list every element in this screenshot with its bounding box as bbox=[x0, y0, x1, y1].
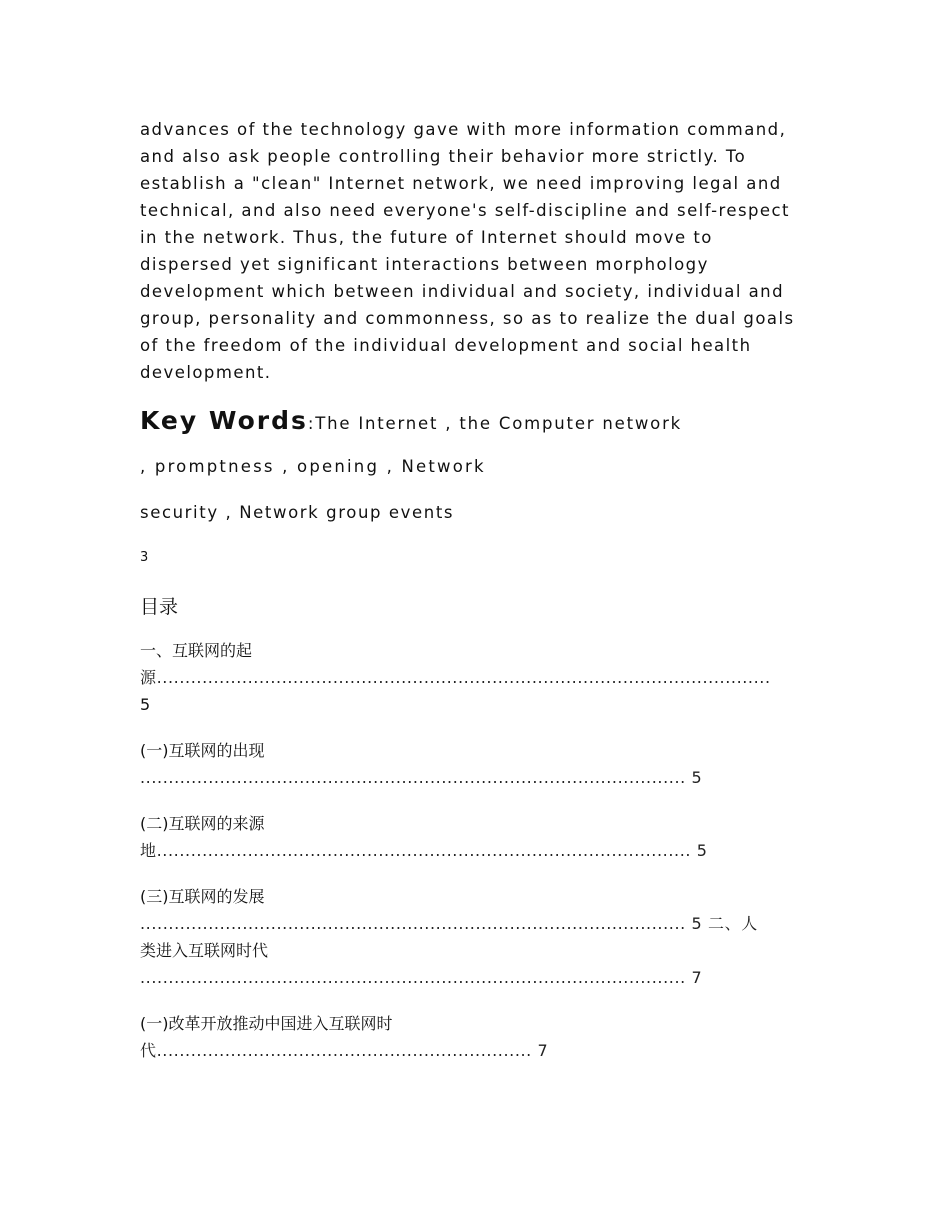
keywords-text: :The Internet , the Computer network bbox=[307, 414, 683, 433]
toc-entry: (三)互联网的发展 bbox=[140, 887, 265, 906]
abstract-line: dispersed yet significant interactions between morphology bbox=[140, 255, 709, 274]
toc-entry: 地.............................................................................................. 5 bbox=[140, 841, 708, 860]
abstract-line: of the freedom of the individual development and social health bbox=[140, 336, 752, 355]
toc-entry: ................................................................................................ 5 bbox=[140, 768, 703, 787]
toc-page-number: 5 bbox=[140, 695, 151, 714]
toc-entry: (一)互联网的出现 bbox=[140, 741, 265, 760]
abstract-line: in the network. Thus, the future of Internet should move to bbox=[140, 228, 713, 247]
abstract-line: technical, and also need everyone's self-discipline and self-respect bbox=[140, 201, 790, 220]
toc-entry: (二)互联网的来源 bbox=[140, 814, 265, 833]
abstract-line: development which between individual and society, individual and bbox=[140, 282, 784, 301]
toc-entry: 源............................................................................................................ bbox=[140, 668, 771, 687]
keywords-line: , promptness , opening , Network bbox=[140, 457, 486, 476]
toc-entry: ................................................................................................ 7 bbox=[140, 968, 703, 987]
abstract-line: and also ask people controlling their behavior more strictly. To bbox=[140, 147, 747, 166]
keywords-line bbox=[140, 406, 682, 435]
abstract-line: establish a "clean" Internet network, we need improving legal and bbox=[140, 174, 782, 193]
toc-entry: (一)改革开放推动中国进入互联网时 bbox=[140, 1014, 393, 1033]
toc-title: 目录 bbox=[140, 596, 179, 618]
toc-entry: 类进入互联网时代 bbox=[140, 941, 269, 960]
toc-entry: ................................................................................................ 5 二、人 bbox=[140, 914, 758, 933]
abstract-line: group, personality and commonness, so as to realize the dual goals bbox=[140, 309, 795, 328]
abstract-line: advances of the technology gave with more information command, bbox=[140, 120, 787, 139]
toc-entry: 一、互联网的起 bbox=[140, 641, 253, 660]
abstract-text bbox=[140, 116, 812, 386]
toc-entry: 代.................................................................. 7 bbox=[140, 1041, 549, 1060]
page-number: 3 bbox=[140, 550, 149, 565]
keywords-line: security , Network group events bbox=[140, 503, 455, 522]
keywords-heading: Key Words bbox=[140, 406, 308, 435]
abstract-line: development. bbox=[140, 363, 272, 382]
